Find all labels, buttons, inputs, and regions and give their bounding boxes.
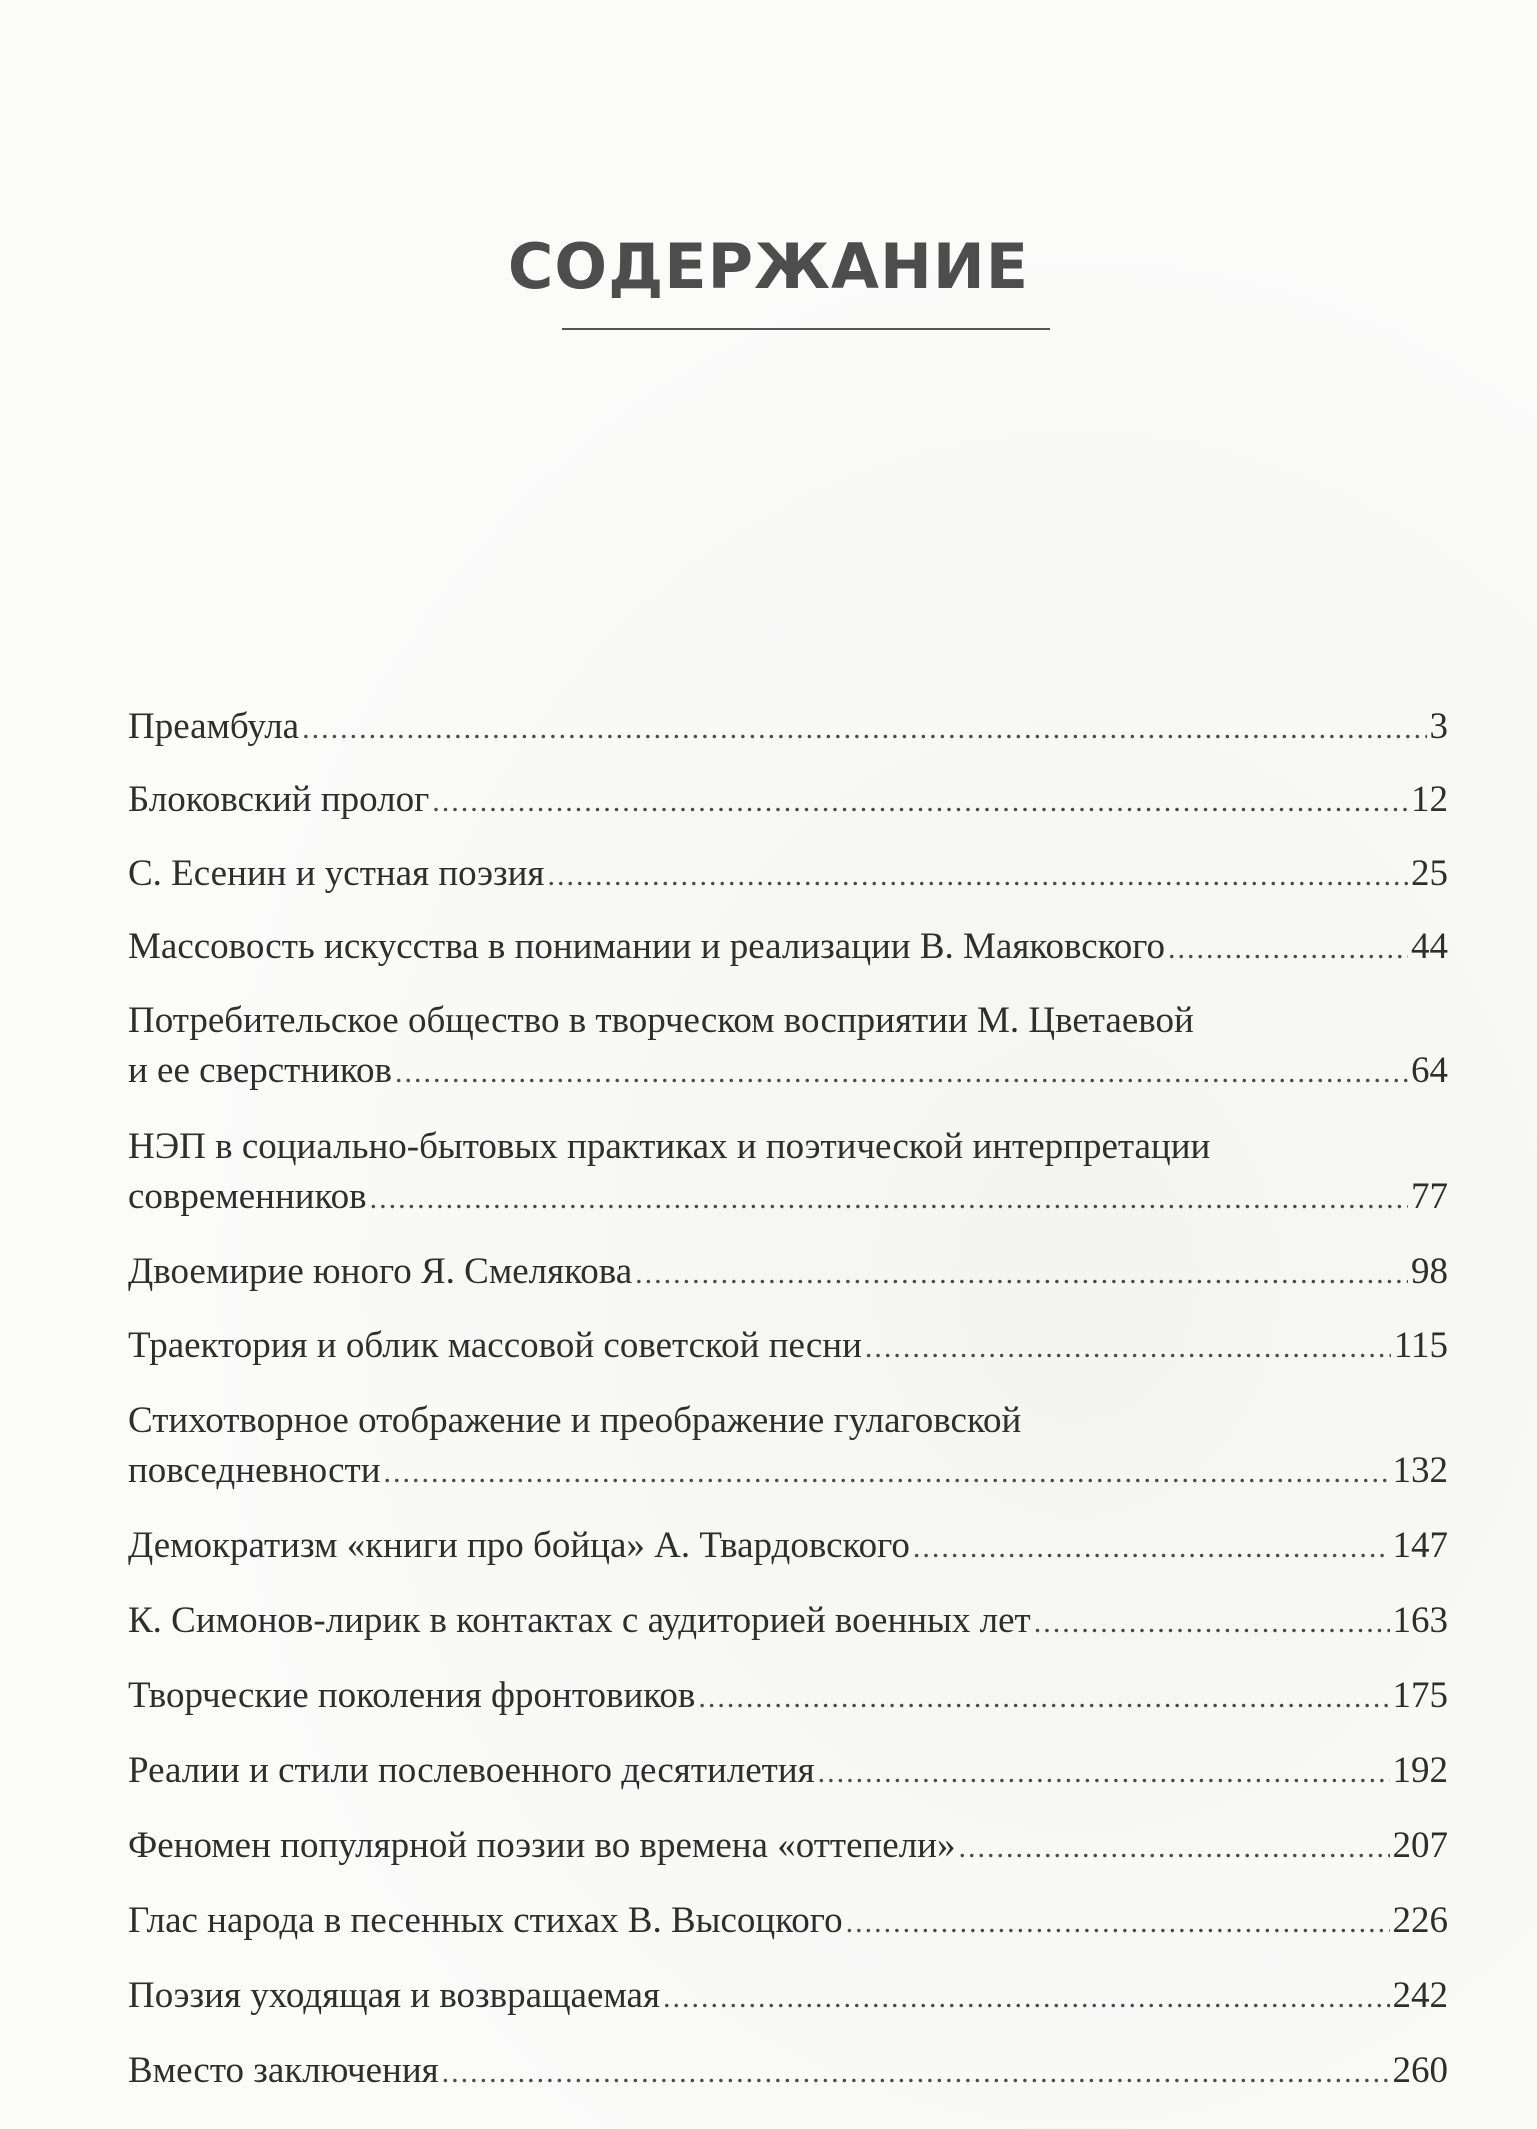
- toc-entry[interactable]: [128, 702, 1448, 754]
- dot-leader: [1034, 1598, 1390, 1648]
- toc-entry-title: Траектория и облик массовой советской песни: [128, 1325, 862, 1366]
- toc-entry-title-line1: Потребительское общество в творческом восприятии М. Цветаевой: [128, 1000, 1194, 1041]
- toc-entry-page: 77: [1411, 1176, 1448, 1217]
- toc-entry-page: 132: [1392, 1450, 1448, 1491]
- toc-entry-title: Поэзия уходящая и возвращаемая: [128, 1975, 661, 2016]
- toc-entry-page: 242: [1392, 1975, 1448, 2016]
- toc-entry-title: С. Есенин и устная поэзия: [128, 853, 545, 894]
- toc-entry-title: повседневности: [128, 1450, 381, 1491]
- dot-leader: [432, 777, 1408, 827]
- dot-leader: [384, 1448, 1390, 1498]
- toc-entry-title-line1: Стихотворное отображение и преображение гулаговской: [128, 1400, 1022, 1441]
- toc-entry[interactable]: [128, 1321, 1448, 1373]
- dot-leader: [442, 2048, 1390, 2098]
- dot-leader: [547, 851, 1408, 901]
- dot-leader: [846, 1898, 1390, 1948]
- toc-entry-page: 207: [1392, 1825, 1448, 1866]
- toc-entry-page: 25: [1411, 853, 1448, 894]
- toc-entry-title: Преамбула: [128, 706, 300, 747]
- dot-leader: [958, 1823, 1389, 1873]
- toc-entry[interactable]: [128, 996, 1448, 1098]
- toc-entry-title: Двоемирие юного Я. Смелякова: [128, 1251, 633, 1292]
- toc-entry[interactable]: [128, 922, 1448, 974]
- toc-entry[interactable]: [128, 1746, 1448, 1798]
- toc-entry[interactable]: [128, 1122, 1448, 1224]
- toc-entry-page: 64: [1411, 1050, 1448, 1091]
- toc-entry[interactable]: [128, 1896, 1448, 1948]
- toc-entry-title: Демократизм «книги про бойца» А. Твардовского: [128, 1525, 910, 1566]
- toc-entry-title: Творческие поколения фронтовиков: [128, 1675, 696, 1716]
- toc-entry-page: 192: [1392, 1750, 1448, 1791]
- page-title: СОДЕРЖАНИЕ: [507, 229, 1030, 303]
- toc-entry[interactable]: [128, 1396, 1448, 1498]
- toc-entry-title: Реалии и стили послевоенного десятилетия: [128, 1750, 815, 1791]
- toc-entry-title: Массовость искусства в понимании и реализации В. Маяковского: [128, 926, 1165, 967]
- toc-entry-page: 260: [1392, 2050, 1448, 2091]
- toc-entry[interactable]: [128, 1671, 1448, 1723]
- toc-entry-title: Глас народа в песенных стихах В. Высоцкого: [128, 1900, 843, 1941]
- dot-leader: [395, 1048, 1408, 1098]
- toc-entry-title: Феномен популярной поэзии во времена «оттепели»: [128, 1825, 956, 1866]
- dot-leader: [698, 1673, 1389, 1723]
- toc-entry[interactable]: [128, 775, 1448, 827]
- toc-entry-title-line1: НЭП в социально-бытовых практиках и поэтической интерпретации: [128, 1126, 1211, 1167]
- dot-leader: [302, 704, 1426, 754]
- toc-entry-title: и ее сверстников: [128, 1050, 393, 1091]
- title-underline-divider: [562, 328, 1050, 330]
- dot-leader: [370, 1174, 1408, 1224]
- toc-entry-title: Вместо заключения: [128, 2050, 439, 2091]
- dot-leader: [663, 1973, 1389, 2023]
- toc-entry-page: 163: [1392, 1600, 1448, 1641]
- toc-entry-page: 44: [1411, 926, 1448, 967]
- toc-entry[interactable]: [128, 1521, 1448, 1573]
- dot-leader: [1168, 924, 1408, 974]
- toc-entry-page: 98: [1411, 1251, 1448, 1292]
- dot-leader: [865, 1323, 1391, 1373]
- dot-leader: [635, 1249, 1408, 1299]
- toc-entry-title: К. Симонов-лирик в контактах с аудиторией военных лет: [128, 1600, 1031, 1641]
- toc-entry[interactable]: [128, 1821, 1448, 1873]
- toc-entry-page: 226: [1392, 1900, 1448, 1941]
- toc-entry[interactable]: [128, 849, 1448, 901]
- toc-entry-title: Блоковский пролог: [128, 779, 430, 820]
- dot-leader: [818, 1748, 1390, 1798]
- dot-leader: [913, 1523, 1390, 1573]
- toc-entry-page: 115: [1393, 1325, 1448, 1366]
- toc-entry[interactable]: [128, 2046, 1448, 2098]
- toc-entry-page: 3: [1429, 706, 1448, 747]
- toc-entry-title: современников: [128, 1176, 367, 1217]
- toc-entry[interactable]: [128, 1247, 1448, 1299]
- toc-entry-page: 147: [1392, 1525, 1448, 1566]
- toc-entry-page: 175: [1392, 1675, 1448, 1716]
- toc-entry[interactable]: [128, 1596, 1448, 1648]
- toc-entry[interactable]: [128, 1971, 1448, 2023]
- toc-entry-page: 12: [1411, 779, 1448, 820]
